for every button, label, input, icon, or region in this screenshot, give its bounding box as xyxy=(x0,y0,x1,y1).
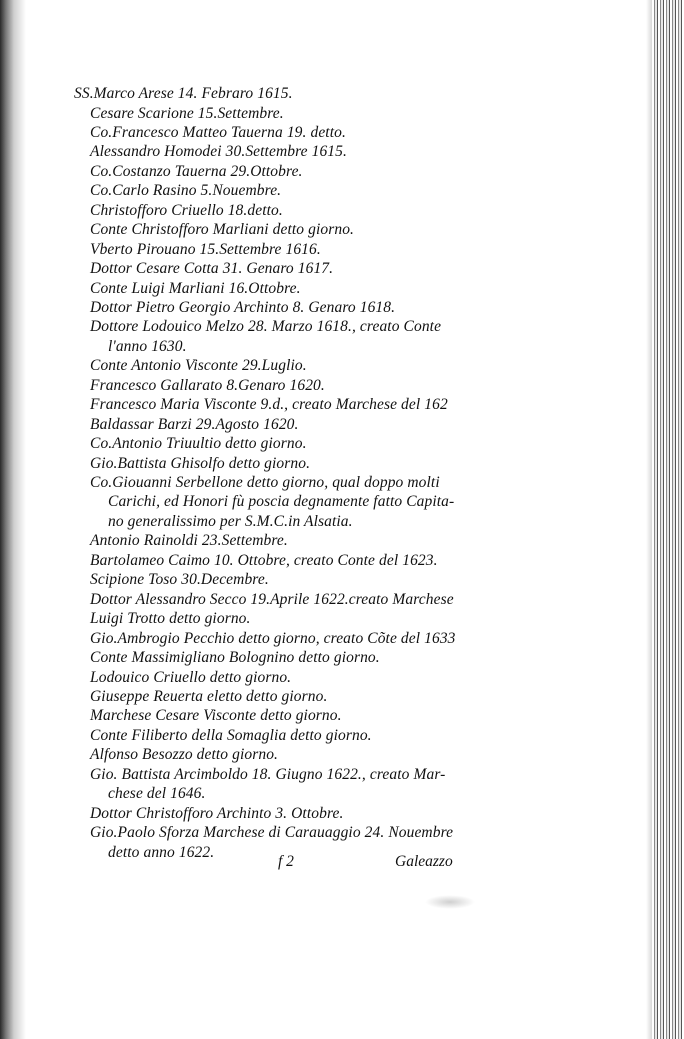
register-entry: Vberto Pirouano 15.Settembre 1616. xyxy=(90,240,321,258)
register-entry: Giuseppe Reuerta eletto detto giorno. xyxy=(90,687,328,705)
register-entry: Alfonso Besozzo detto giorno. xyxy=(90,746,279,764)
register-entry: Dottor Cesare Cotta 31. Genaro 1617. xyxy=(90,260,334,277)
register-entry: Baldassar Barzi 29.Agosto 1620. xyxy=(90,415,299,433)
register-entry: Gio.Ambrogio Pecchio detto giorno, creato Cõte del 1633 xyxy=(90,629,456,647)
register-entry: Gio.Battista Ghisolfo detto giorno. xyxy=(90,454,311,472)
register-entry: Conte Massimigliano Bolognino detto giorno. xyxy=(90,649,380,666)
register-entry: Cesare Scarione 15.Settembre. xyxy=(90,104,284,122)
register-entry: Gio.Paolo Sforza Marchese di Carauaggio 24. Nouembre xyxy=(90,824,454,842)
register-entry: Christofforo Criuello 18.detto. xyxy=(90,201,283,219)
register-entry: Luigi Trotto detto giorno. xyxy=(90,610,251,628)
register-entry: Francesco Gallarato 8.Genaro 1620. xyxy=(90,376,325,394)
entry-continuation: detto anno 1622. xyxy=(108,843,215,861)
register-entry: Co.Costanzo Tauerna 29.Ottobre. xyxy=(90,162,303,180)
page-edges xyxy=(646,0,684,1039)
register-entry: Dottor Pietro Georgio Archinto 8. Genaro 1618. xyxy=(90,298,396,316)
register-entry: Marchese Cesare Visconte detto giorno. xyxy=(90,707,342,725)
register-entry: Co.Antonio Triuultio detto giorno. xyxy=(90,435,307,453)
entry-continuation: l'anno 1630. xyxy=(108,337,187,355)
register-entry: Dottor Christofforo Archinto 3. Ottobre. xyxy=(90,804,344,822)
entry-continuation: chese del 1646. xyxy=(108,785,206,803)
register-entry: Conte Christofforo Marliani detto giorno. xyxy=(90,221,355,239)
signature-mark: f 2 xyxy=(278,853,294,870)
register-entry: Co.Carlo Rasino 5.Nouembre. xyxy=(90,182,282,200)
register-entry: Co.Francesco Matteo Tauerna 19. detto. xyxy=(90,123,346,141)
register-entry: Lodouico Criuello detto giorno. xyxy=(90,668,292,686)
register-entry: Francesco Maria Visconte 9.d., creato Marchese del 162 xyxy=(90,396,448,414)
register-entry: SS.Marco Arese 14. Febraro 1615. xyxy=(74,85,293,102)
register-entry: Conte Filiberto della Somaglia detto giorno. xyxy=(90,726,372,744)
register-entry: Co.Giouanni Serbellone detto giorno, qual doppo molti xyxy=(90,474,440,491)
register-entry: Alessandro Homodei 30.Settembre 1615. xyxy=(90,143,347,161)
register-entry: Gio. Battista Arcimboldo 18. Giugno 1622., creato Mar- xyxy=(90,765,446,783)
register-entry: Dottore Lodouico Melzo 28. Marzo 1618., creato Conte xyxy=(90,318,442,336)
register-entry: Scipione Toso 30.Decembre. xyxy=(90,571,269,589)
register-entry: Dottor Alessandro Secco 19.Aprile 1622.creato Marchese xyxy=(90,590,454,608)
register-entry: Bartolameo Caimo 10. Ottobre, creato Conte del 1623. xyxy=(90,551,438,569)
register-entry: Conte Luigi Marliani 16.Ottobre. xyxy=(90,279,301,297)
register-entry: Conte Antonio Visconte 29.Luglio. xyxy=(90,357,307,375)
entry-continuation: no generalissimo per S.M.C.in Alsatia. xyxy=(108,512,353,530)
catchword: Galeazzo xyxy=(395,853,453,870)
entry-continuation: Carichi, ed Honori fù poscia degnamente fatto Capita- xyxy=(108,493,455,511)
register-entry: Antonio Rainoldi 23.Settembre. xyxy=(90,532,288,550)
